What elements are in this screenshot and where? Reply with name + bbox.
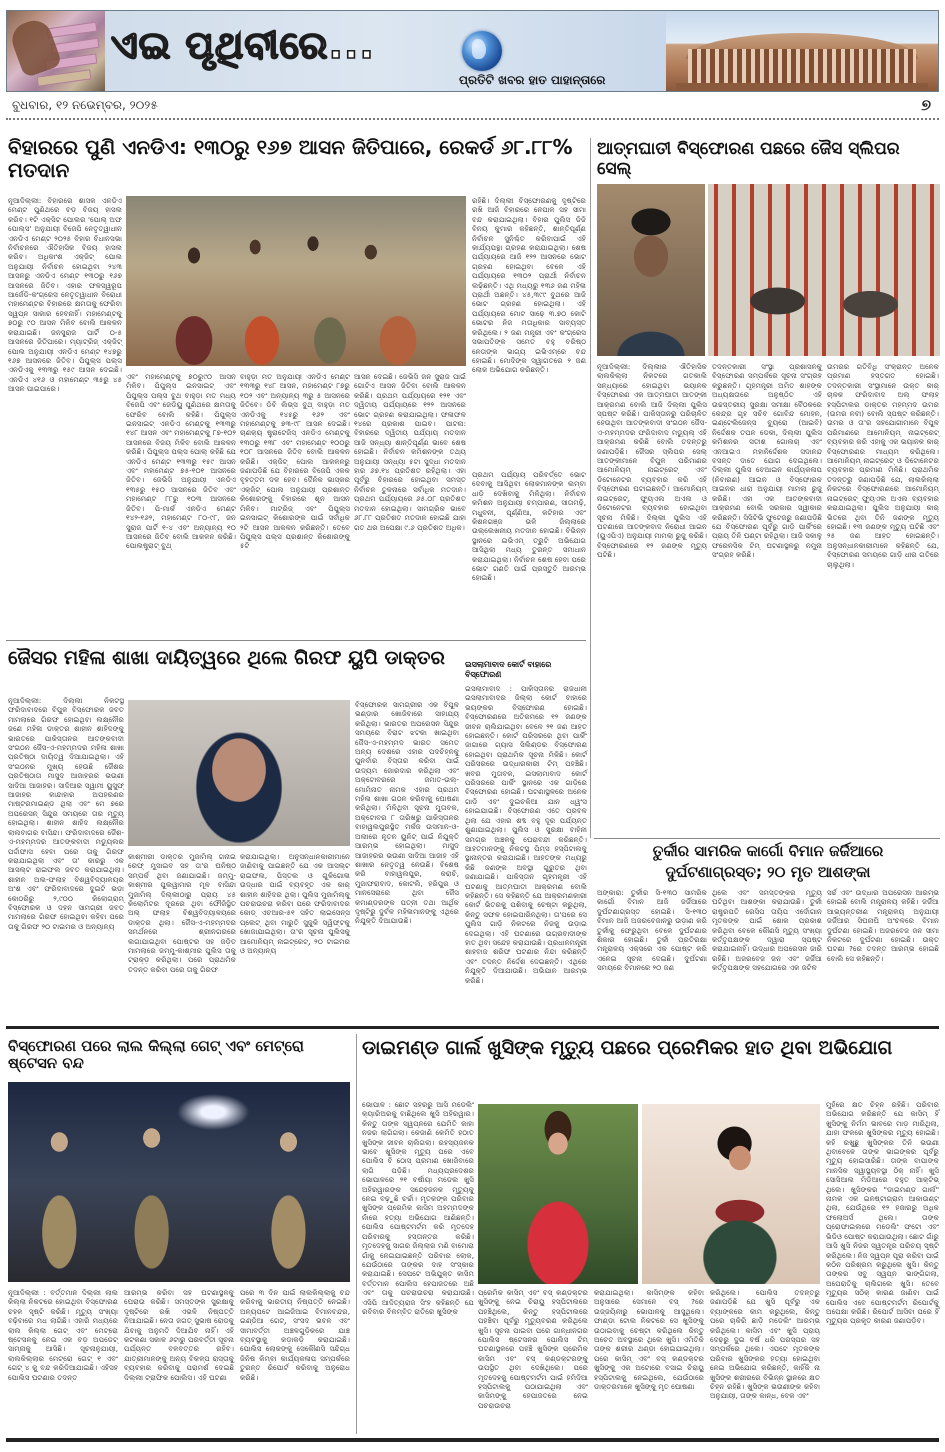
turkey-crash-column-3: ସର୍ଚ୍ଚ ଏବଂ ଉଦ୍ଧାର ଅପରେସନ ଆରମ୍ଭ ହୋଇଛି ବୋଲି ମନ୍ତ୍ରାଳୟ କହିଛି। ଜର୍ଜିଆ ଆଭ୍ୟନ୍ତରୀଣ ମନ୍ତ୍ରାଳୟ ଅନୁଯାୟୀ ଜର୍ଜିଆର ସିଘନାଘି ଅଂଚଳରେ ବିମାନ ଦୁର୍ଘଟଣା ହୋଇଛି। ଅଜରବେଜ ଜନ ସୀମା ନିକଟରେ ଦୁର୍ଘଟଣା ହୋଇଛି। ଉକ୍ତ ଘଟଣା ?ରେ ତଦନ୍ତ ଆରମ୍ଭ ହୋଇଛି ବୋଲି ସେ କହିଛନ୍ତି। bbox=[827, 888, 939, 963]
suicide-blast-headline: ଆତ୍ମଘାତୀ ବିସ୍ଫୋରଣ ପଛରେ ଜୈସ ସ୍ଲିପର ସେଲ୍ bbox=[597, 139, 900, 179]
turkey-crash-headline-line2: ଦୁର୍ଘଟଣାଗ୍ରସ୍ତ; ୨୦ ମୃତ ଆଶଙ୍କା bbox=[665, 863, 871, 881]
islamabad-headline: ଇସଲାମାବାଦ କୋର୍ଟ ବାହାରେ ବିସ୍ଫୋରଣ bbox=[465, 660, 552, 679]
diamond-girl-column-5: ମୁହଁରେ କ୍ଷତ ଚିହ୍ନ ରହିଛି। ପରିବାର ଅଭିଯୋଗ କରିଛନ୍ତି ଯେ କାସିମ୍ ହିଁ ଖୁସିଙ୍କୁ ନିର୍ମମ ଭାବରେ ମାଡ଼ ମାରିଥିଲା, ଯାହା ଫଳରେ ଖୁସିଙ୍କର ମୃତ୍ୟୁ ହୋଇଛି। କହି ରଖୁଛୁ ଖୁସିଙ୍କର ତିନି ଭଉଣୀ ଥିବାବେଳେ ତାଙ୍କ ଭାଇଙ୍କର ପୂର୍ବରୁ ମୃତ୍ୟୁ ହୋଇସାରିଛି। ତାଙ୍କ ବାପାଙ୍କ ମାନସିକ ସ୍ୱାସ୍ଥ୍ୟବସ୍ଥା ଠିକ୍ ନାହିଁ। ଖୁସି ସୋସିଆଲ ମିଡିଆରେ ବହୁତ ଆକ୍ଟିଭ୍ ଥିଲେ। ଖୁସିଙ୍କର "ଡାଇମଣ୍ଡ ଗାର୍ଲ" ନାମକ ଏକ ଇନଷ୍ଟାଗ୍ରାମ ଆକାଉଣ୍ଟ ଥିଲା, ଯେଉଁଥିରେ ୧୨ ହଜାରରୁ ଅଧିକ ଫଲୋଅର୍ସ ଥିଲେ। ତାଙ୍କ ପ୍ରୋଫାଇଲରେ ମଡେଲିଂ ଫଟୋ ଏବଂ ଭିଡିଓ ପୋଷ୍ଟ କରାଯାଉଥିଲା। ଛୋଟ ଗାଁରୁ ଆସି ଖୁସି ନିଜର ସ୍ୱତନ୍ତ୍ର ପରିଚୟ ସୃଷ୍ଟି କରିଥିଲେ। ନିଜ ସ୍ୱପ୍ନ ପୂରା କରିବା ପାଇଁ କଠିନ ପରିଶ୍ରମ କରୁଥିଲେ ଖୁସି। କିନ୍ତୁ ତାଙ୍କର ସବୁ ସ୍ୱପ୍ନ ଭାଙ୍ଗିଗଲା, ଅପେରାତିକୁ ଚାଲିଗଲେ ଖୁସି। ତେବେ ମୃତ୍ୟୁର ସଠିକ୍ କାରଣ ଜାଣିବା ପାଇଁ ପୋଲିସ ଏବେ ପୋଷ୍ଟମର୍ଟମ ରିପୋର୍ଟକୁ ଅପେକ୍ଷା କରିଛି। ରିପୋର୍ଟ ଆସିବା ପରେ ହିଁ ମୃତ୍ୟୁର ପ୍ରକୃତ କାରଣ ଜଣାପଡ଼ିବ। bbox=[826, 1100, 939, 1326]
turkey-crash-column-1: ଅଙ୍କାରା: ତୁର୍କୀର ସି-୧୩୦ ସାମରିକ କାର୍ଗୋ ବିମାନ ଆଜି ଜର୍ଜିଆରେ ଦୁର୍ଘଟଣାଗ୍ରସ୍ତ ହୋଇଛି। ସି-୧୩୦ ବିମାନ ଆଜି ଅଜରବେଜାନରୁ ଉଡ଼ାଣ କରି ତୁର୍କୀକୁ ଫେରୁଥିବା ବେଳେ ଦୁର୍ଘଟଣାର ଶିକାର ହୋଇଛି। ତୁର୍କୀ ପ୍ରତିରକ୍ଷା ମନ୍ତ୍ରାଳୟ ଏକ୍ସରେ ଏକ ପୋଷ୍ଟ କରି ଏନେଇ ସୂଚନା ଦେଇଛି। ଦୁର୍ଘଟଣା ସମୟରେ ବିମାନରେ ୨୦ ଜଣ bbox=[597, 888, 707, 973]
page-bottom-rule bbox=[6, 1438, 939, 1442]
voters-queue-photo bbox=[126, 196, 466, 366]
column-divider bbox=[590, 138, 591, 838]
islamabad-body: ଇସଲାମାବାଦ : ପାକିସ୍ତାନର ରାଜଧାନୀ ଇସଲାମାବାଦର ଜିଲ୍ଲା କୋର୍ଟ ବାହାରେ ଭୟଙ୍କର ବିସ୍ଫୋରଣ ହୋଇଛି। ବିସ୍ଫୋରଣରେ ଅତିକମରେ ୧୨ ଜଣଙ୍କ ଜୀବନ ଚାଲିଯାଇଥିବା ବେଳେ ୨୧ ଜଣ ଆହତ ହୋଇଛନ୍ତି। କୋର୍ଟ ପରିସରରେ ଥିବା ପାର୍କିଂ ଜାଗାରେ ଗ୍ୟାସ ସିଲିଣ୍ଡର ବିସ୍ଫୋରଣ ହୋଇଥିବା ପ୍ରାଥମିକ ସୂଚନା ମିଳିଛି। କୋର୍ଟ ପରିସରରେ ଉଦ୍ଧାରକାରୀ ଟିମ୍ ପହଞ୍ଚିଛି। ଖବର ମୁତାବକ, ଇସଲାମାବାଦ କୋର୍ଟ ପରିସରରେ ପାର୍କିଂ ସ୍ଥାନରେ ଏକ ଗାଡ଼ିରେ ବିସ୍ଫୋରଣ ହୋଇଛି। ଘଟଣାସ୍ଥଳରେ ଅନେକ ଗାଡ଼ି ଏବଂ ଦୁଇଚକିଆ ଯାନ ଧ୍ୱଂସ ହୋଇଯାଇଛି। ବିସ୍ଫୋରଣ ଏତେ ପ୍ରବଳ ଥିଲା ଯେ ଏହାର ଶବ୍ଦ ବହୁ ଦୂର ପର୍ଯ୍ୟନ୍ତ ଶୁଣାଯାଇଥିଲା। ପୁଲିସ ଓ ସୁରକ୍ଷା ବାହିନୀ ସମଗ୍ର ଅଞ୍ଚଳକୁ ଘେରାବନ୍ଦୀ କରିଛନ୍ତି। ଆହତମାନଙ୍କୁ ନିକଟସ୍ଥ ପିମ୍ସ ହସ୍ପିଟାଲକୁ ସ୍ଥାନାନ୍ତର କରାଯାଇଛି। ଆହତଙ୍କ ମଧ୍ୟରୁ କିଛି ଜଣଙ୍କ ଅବସ୍ଥା ଗୁରୁତର ଥିବା ଜଣାଯାଇଛି। ପାକିସ୍ତାନ ଗୃହମନ୍ତ୍ରୀ ଏହି ଘଟଣାକୁ ଆତ୍ମଘାତୀ ଆକ୍ରମଣ ବୋଲି କହିଛନ୍ତି। ସେ କହିଛନ୍ତି ଯେ ଆକ୍ରମଣକାରୀ କୋର୍ଟ ଭିତରକୁ ପଶିବାକୁ ଚେଷ୍ଟା କରୁଥିଲା, କିନ୍ତୁ ସଫଳ ହୋଇପାରିନଥିଲା। ତା'ପରେ ସେ ପୁଲିସ ଗାଡ଼ି ନିକଟରେ ନିଜକୁ ଉଡ଼ାଇ ଦେଇଥିଲା। ଏହି ଘଟଣାରେ ଉଗ୍ରବାଦୀଙ୍କ ହାତ ଥିବା ସନ୍ଦେହ କରାଯାଉଛି। ପ୍ରଧାନମନ୍ତ୍ରୀ ଶାହବାଜ ଶରିଫ ଘଟଣାର ନିନ୍ଦା କରିଛନ୍ତି ଏବଂ ତଦନ୍ତ ନିର୍ଦ୍ଦେଶ ଦେଇଛନ୍ତି। ଏଥିରେ ନିଯୁକ୍ତି ଦିଆଯାଉଛି। ଅଭିଯାନ ଆରମ୍ଭ କରିଛି। bbox=[465, 684, 587, 985]
bihar-column-1: ନୂଆଦିଲ୍ଲୀ: ବିହାରରେ ଶାସକ ଏନଡିଏ ମେଣ୍ଟ ପୁଣିଥରେ ବଡ଼ ବିଜୟ ହାସଲ କରିବ। ୧ଟି ଏକ୍ସିଟ ପୋଲର 'ପୋଲ୍ ଅଫ ପୋଲ୍ସ' ଅନୁଯାୟୀ ବିଜେପି ନେତୃତ୍ୱାଧୀନ ଏନଡିଏ ମେଣ୍ଟ ୨୦୨୫ ବିହାର ବିଧାନସଭା ନିର୍ବାଚନରେ ଐତିହାସିକ ବିଜୟ ହାସଲ କରିବ। ଅଧିକାଂଶ ଏକ୍ଜିଟ୍ ପୋଲ ଅନୁଯାୟୀ ନିର୍ବାଚନ ହୋଇଥିବା ୨୪୩ ଆସନରୁ ଏନଡିଏ ମେଣ୍ଟ ୧୩୦ରୁ ୧୬୭ ଆସନରେ ଜିତିବ। ଏହାର ଫଳସ୍ୱରୂପ ଆର୍ଜେଡି-କଂଗ୍ରେସ ନେତୃତ୍ୱାଧୀନ ବିରୋଧୀ ମହାମେଣ୍ଟର ବିହାରରେ କ୍ଷମତାକୁ ଫେରିବା ସ୍ୱପ୍ନ ସାକାର ହେବନାହିଁ। ମହାମେଣ୍ଟକୁ ୭୦ରୁ ୯୦ ଆସନ ମିଳିବ ବୋଲି ଆକଳନ କରାଯାଇଛି। ଜନସୁରାଜ ପାର୍ଟି ୦-୫ ଆସନରେ ଜିତିପାରେ। ମ୍ୟାଟ୍ରିଜ୍ ଏକ୍ଜିଟ୍ ପୋଲ ଅନୁଯାୟୀ ଏନଡିଏ ମେଣ୍ଟ ୧୪୭ରୁ ୧୬୭ ଆସନରେ ଜିତିବ। ପିପୁଲ୍ସ ପଲ୍ସ ଏନଡିଏକୁ ୧୩୩ରୁ ୧୫୯ ଆସନ ଦେଇଛି। ଏନଡିଏ ୪୧୬ ଓ ମହାମେଣ୍ଟ ୩୫ରୁ ୪୫ ଆସନ ପାଇପାରେ। bbox=[8, 196, 122, 394]
jaish-doctor-column-3: କାଶ୍ମୀରୀ ଡାକ୍ତର ମୁଜାମିଲ୍ ଗନାଇ ରେଫ୍ ମୁସାଇବ ସହ ତା'ର ଘନିଷ୍ଠ ସମ୍ପର୍କ ଥିବା ଜଣାଯାଇଛି। ଜମ୍ମୁ-କାଶ୍ମୀର ପୁଲୱାମାର ମୂଳ ବାସିନ୍ଦା ମୁଜାମିଲ୍ ଦିଲ୍ଲୀଠାରୁ ପ୍ରାୟ ୪୫ କିଲୋମିଟର ଦୂରରେ ଥିବା ଫୌଜିସ୍ଥିତ ଅଲ୍ ଫଲାହ ବିଶ୍ୱବିଦ୍ୟାଳୟରେ ଡାକ୍ତର ଥିଲା। ଜୈସ-ଏ-ମହମ୍ମଦର ସମର୍ଥନରେ ଶ୍ରୀନଗରରେ ଲଗାଯାଇଥିବା ପୋଷ୍ଟର ସହ ଜଡ଼ିତ ମାମଲାରେ ଜମ୍ମୁ-କାଶ୍ମୀର ପୁଲିସ ତାକୁ ଟ୍ରାକ୍ଡ଼ କରିଥିଲା। ପରେ ପ୍ରାଥମିକ ତଦନ୍ତ କରିବା ପରେ ତାକୁ ଗିରଫ bbox=[128, 852, 236, 974]
masthead-tagline: ପ୍ରତିଟି ଖବର ହାତ ପାହାନ୍ତାରେ bbox=[459, 73, 606, 87]
diamond-girl-column-3: କରାଯାଇଥିଲା। କାସିମ୍‌ଙ୍କ କହିବା ଅନୁସାରେ ସେମାନେ ବସ୍ ?ରେ ଉଜ୍ଜୟିନୀରୁ ଭୋପାଳକୁ ଆସୁଥିଲେ। ଫାଣ୍ଡା ଟୋଲ ନିକଟରେ ସେ ଖୁସିଙ୍କୁ ଉଠାଇବାକୁ ଚେଷ୍ଟା କରିଥିଲେ କିନ୍ତୁ ଅଚେତ ଅବସ୍ଥାରେ ଥିଲେ ଖୁସି। ଏମିତିକି ତାଙ୍କ ଶରୀର ଥଣ୍ଡା ହୋଇଯାଇଥିଲା। ପରେ କାସିମ୍ ଏବଂ ବସ୍ କଣ୍ଡକ୍ଟର ଖୁସିଙ୍କୁ ଏକ ଅଟୋରେ ବସାଇ ଚିରାୟୁ ହସ୍ପିଟାଲକୁ ନେଇଥିଲେ, ଯେଉଁଠାରେ ଡାକ୍ତରମାନେ ଖୁସିଙ୍କୁ ମୃତ ଘୋଷଣା bbox=[594, 1288, 704, 1392]
bihar-column-4: ଆସନ ଦେଇଛି। ଜେଭିସି ଜନ ସୁରାଜ ପାଇଁ ଗୋଟିଏ ଆସନ ଜିତିବା ବୋଲି ଆକଳନ କରିଛି। ପ୍ରଥମ ପର୍ଯ୍ୟାୟରେ ୧୨୧ ଏବଂ ଦ୍ୱିତୀୟ ପର୍ଯ୍ୟାୟରେ ୧୨୨ ଆସନରେ ଭୋଟ ଗ୍ରହଣ କରାଯାଇଥିଲା। ଫଳାଫଳ ୧୪ରେ ପ୍ରକାଶ ପାଇବ। ପାଟନା: ବିହାରରେ ଦ୍ୱିତୀୟ ପର୍ଯ୍ୟାୟ ମତଦାନ ଆଜି ସନ୍ଧ୍ୟା ଶାନ୍ତିପୂର୍ଣ୍ଣ ଭାବେ ଶେଷ ହୋଇଛି। ନିର୍ବାଚନ କମିଶନଙ୍କ ତଥ୍ୟ ଅନୁଯାୟୀ ସନ୍ଧ୍ୟା ୫ଟା ସୁଦ୍ଧା ମତଦାନ ହାର ୬୭.୧୪ ପ୍ରତିଶତ ରହିଥିଲା। ଏହା ପୂର୍ବରୁ ବିହାରରେ ହୋଇଥିବା ସମସ୍ତ ନିର୍ବାଚନ ତୁଳନାରେ ସର୍ବାଧିକ ମତଦାନ। ପ୍ରଥମ ପର୍ଯ୍ୟାୟରେ ୬୫.୦୮ ପ୍ରତିଶତ ମତଦାନ ହୋଇଥିଲା। ସାମଗ୍ରିକ ଭାବେ ୬୮.୮୮ ପ୍ରତିଶତ ମତଦାନ ହୋଇଛି ଯାହା ଗତ ଥର ଅପେକ୍ଷା ୯.୬ ପ୍ରତିଶତ ଅଧିକ। bbox=[354, 372, 466, 532]
jaish-doctor-column-1: ନୂଆଦିଲ୍ଲୀ: ଦିଲ୍ଲୀ ନିକଟସ୍ଥ ଫରିଦାବାଦରେ ବିପୁଳ ବିସ୍ଫୋରକ ଜବତ ମାମଲାରେ ଗିରଫ ହୋଇଥିବା ଲକ୍ଷ୍ନୌର ଜଣେ ମହିଳା ଡାକ୍ତର ଶାହୀନ ଶାହିଦଙ୍କୁ ଭାରତରେ ପାକିସ୍ତାନର ଆତଙ୍କବାଦୀ ସଂଗଠନ ଜୈସ-ଏ-ମହମ୍ମଦର ମହିଳା ଶାଖା ପ୍ରତିଷ୍ଠା ଦାୟିତ୍ୱ ଦିଆଯାଇଥିଲା। ଏହି ସଂଗଠନର ମୁଖ୍ୟ ହେଉଛି ଜୈଶର ପ୍ରତିଷ୍ଠାତା ମାସୁଦ ଆଜାହରର ଭଉଣୀ ସାଦିଆ ଆଜାହର। ସାଦିଆର ସ୍ୱାମୀ ୟୁସୁଫ୍ ଆଜାହର କାନ୍ଦାହାର ଅପହରଣର ମାଷ୍ଟରମାଇଣ୍ଡ ଥିଲା ଏବଂ ମେ ୭ରେ ଅପରେସନ୍ ସିନ୍ଦୁର ସମୟରେ ତାର ମୃତ୍ୟୁ ହୋଇଥିଲା। ଶାହୀନ ଶାହିଦ ଲକ୍ଷ୍ନୌର ଲାଲବାଗର ବାସିନ୍ଦା। ଫରିଦାବାଦରେ ଜୈଶ-ଏ-ମହମ୍ମଦର ଆତଙ୍କବାଦୀ ମଡ୍ୟୁଲର ପର୍ଦ୍ଦାଫାସ ହେବା ପରେ ତାକୁ ଗିରଫ କରାଯାଇଥିଲା ଏବଂ ତା' କାରରୁ ଏକ ଆସଲ୍ଟ ରାଇଫଲ ଜବତ କରାଯାଇଥିଲା। ଶାହୀନ ଅଲ-ଫଲାହ ବିଶ୍ୱବିଦ୍ୟାଳୟର ଅଂଶ ଏବଂ ଫରିଦାବାଦରେ ଦୁଇଟି ଭଡ଼ା କୋଠରିରୁ ୨,୯୦୦ କିଲୋଗ୍ରାମ୍ ବିସ୍ଫୋରକ ଓ ଦହନ ସାମଗ୍ରୀ ଜବତ ମାମଲାରେ ଗିରଫ ହୋଇଥିବା କହିବା ପରେ ତାକୁ ଗିରଫ ୨୦ ଟାଇମର ଓ ଅନ୍ୟାନ୍ୟ bbox=[8, 696, 124, 931]
woman-doctor-portrait-photo bbox=[128, 700, 350, 846]
section-divider bbox=[594, 838, 940, 839]
diamond-girl-column-2: ପ୍ରେମିକ କାସିମ୍ ଏବଂ ବସ୍ କଣ୍ଡକ୍ଟର ଖୁସିଙ୍କୁ ନେଇ ଚିରାୟୁ ହସ୍ପିଟାଲରେ ପହଞ୍ଚିଥିଲେ, କିନ୍ତୁ ହସ୍ପିଟାଲରେ ପହଞ୍ଚିବା ପୂର୍ବରୁ ମୃତ୍ୟୁବରଣ କରିଥିଲେ ଖୁସି। ସୂଚନା ପାଇବା ପରେ ଗାନ୍ଧୀନଗର ପୋଲିସ ଷ୍ଟେସନର ପୋଲିସ ଟିମ୍ ଘଟଣାସ୍ଥଳରେ ପହଞ୍ଚି ଖୁସିଙ୍କ ପ୍ରେମିକ କାସିମ ଏବଂ ବସ୍ କଣ୍ଡକ୍ଟରଙ୍କୁ ଉପସ୍ଥିତ ଥିବା ଦେଖିଥିଲେ। ପରେ ମୃତଦେହକୁ ପୋଷ୍ଟମର୍ଟମ ପାଇଁ ହମିଦିଆ ହସ୍ପିଟାଲକୁ ପଠାଯାଇଥିଲା ଏବଂ କାସିମଙ୍କୁ ହେପାଜତରେ ନେଇ ପଚରାଉଚରା bbox=[478, 1288, 588, 1410]
parliament-house-photo bbox=[666, 11, 938, 91]
burnt-cars-photo bbox=[708, 184, 940, 356]
jaish-doctor-headline: ଜୈସର ମହିଳା ଶାଖା ଦାୟିତ୍ୱରେ ଥିଲେ ଗିରଫ ୟୁପି ଡାକ୍ତର bbox=[8, 647, 445, 669]
red-fort-column-2: ଆରମ୍ଭ କରିବା ସହ ଘଟଣାସ୍ଥଳକୁ ଘେରାଉ କରିଛି। ସମସ୍ତଙ୍କ ସୁରକ୍ଷାକୁ ଦୃଷ୍ଟିରେ ରଖି ଏଭଳି ନିଷ୍ପତ୍ତି ନିଆଯାଇଛି। ନେତା ଜଗତ୍ ସୁଭାଷ ରୋଡକୁ ଯିବାକୁ ଅନୁମତି ଦିଆଯିବ ନାହିଁ। ଏହି କଟକଣା ସକାଳ ୬ଟାରୁ ପରବର୍ତ୍ତୀ ସୂଚନା ପର୍ଯ୍ୟନ୍ତ ବଳବତ୍ତର ରହିବ। ଯାତ୍ରୀମାନଙ୍କୁ ଅନ୍ୟ ବିକଳ୍ପ ରାସ୍ତାକୁ ବ୍ୟବହାର କରିବାକୁ ପରାମର୍ଶ ଦେଇଛି ଦିଲ୍ଲୀ ଟ୍ରାଫିକ ପୋଲିସ। ଏହି ଘଟଣା bbox=[124, 1288, 234, 1382]
turkey-crash-column-2: ଥିଲେ ଏବଂ ସମସ୍ତଙ୍କର ମୃତ୍ୟୁ ଘଟିଥିବା ଆଶଙ୍କା କରାଯାଉଛି। ତୁର୍କୀ ରାଷ୍ଟ୍ରପତି ରେସିପ ତାୟିପ ଏର୍ଦୋଗାନ ମୃତକଙ୍କ ପାଇଁ ଶୋକ ପ୍ରକାଶ କରିଥିବା ବେଳେ କୌଣସି ମୃତ୍ୟୁ ସଂଖ୍ୟା କର୍ତ୍ତୃପକ୍ଷଙ୍କ ଦ୍ୱାରା ସ୍ପଷ୍ଟ କରାଯାଇନାହିଁ। ଉଦ୍ଧାର ଅପରେସନ ଜାରି ରହିଛି। ଅଜରବେଜ ଜନ ଏବଂ ଜର୍ଜିଆ କର୍ତ୍ତୃପକ୍ଷଙ୍କ ସହଯୋଗରେ ଏକ ଜଟିଳ bbox=[712, 888, 822, 973]
model-bridal-outfit-photo bbox=[642, 1104, 820, 1284]
bihar-headline: ବିହାରରେ ପୁଣି ଏନଡିଏ: ୧୩୦ରୁ ୧୬୭ ଆସନ ଜିତିପାରେ, ରେକର୍ଡ ୬୮.୮୮% ମତଦାନ bbox=[8, 135, 573, 182]
suicide-blast-column-3: ଉମରର ଗତିବିଧି ସଂକ୍ରାନ୍ତ ଅନେକ ପ୍ରମାଣ ହସ୍ତଗତ ହୋଇଛି। ତଦନ୍ତକାରୀ ସଂସ୍ଥାମାନେ ଉକ୍ତ କାର୍ ଚାଳକ ଫରିଦାବାଦ ଅଲ୍ ଫଲାହ ହସ୍ପିଟାଲର ଡାକ୍ତର ମହମ୍ମଦ ଉମର (ଉମର ନବୀ) ବୋଲି ସ୍ପଷ୍ଟ କରିଛନ୍ତି। ଉମର ଓ ତା'ର ସହଯୋଗୀମାନେ ବିପୁଳ ପରିମାଣରେ ଆମୋନିୟମ୍ ନାଇଟ୍ରେଟ୍ ବ୍ୟବହାର କରି ଏହାକୁ ଏକ ଭୟାନକ କାର୍ ବିସ୍ଫୋରଣର ମାଧ୍ୟମ କରିଥିଲେ। ଆମୋନିୟମ୍ ନାଇଟ୍ରେଟ୍ ଓ ଡିଟୋନେଟର ବ୍ୟବହାର ପ୍ରମାଣ ମିଳିଛି। ପ୍ରାଥମିକ ତଦନ୍ତରୁ ଜଣାପଡ଼ିଛି ଯେ, ଲାଲକିଲ୍ଲା ନିକଟରେ ବିସ୍ଫୋରଣରେ ଆମୋନିୟମ୍ ନାଇଟ୍ରେଟ୍ ଫ୍ୟୁଏଲ ଅଏଲ ବ୍ୟବହାର କରାଯାଇଥିଲା। ପୁଲିସ ଅନୁଯାୟୀ କାର୍ ଭିତରେ ଥିବା ତିନି ଜଣଙ୍କ ମୃତ୍ୟୁ ହୋଇଛି। ୧୩ ଜଣଙ୍କ ମୃତ୍ୟୁ ଘଟିଛି ଏବଂ ୨୫ ଜଣ ଆହତ ହୋଇଛନ୍ତି। ଅନୁସନ୍ଧାନକାରୀମାନେ କହିଛନ୍ତି ଯେ, ବିସ୍ଫୋରଣ ସମୟରେ ଗାଡ଼ି ଧୀର ଗତିରେ ଚାଲୁଥିଲା। bbox=[827, 362, 939, 569]
jaish-doctor-column-2: ବିସ୍ଫୋରକ ସାମଗ୍ରୀର ଏକ ବିପୁଳ ଭଣ୍ଡାର ଖୋଜିବାରେ ସାହାଯ୍ୟ କରିଥିଲା। ଭାରତର ଅପରେସନ ସିନ୍ଦୁର ସମୟରେ ବିରାଟ ଝଟକା ଖାଇଥିବା ଜୈସ-ଏ-ମହମ୍ମଦ ଭାରତ ସମେତ ଅନ୍ୟ ଦେଶରେ ଏହାର ପଦଚିହ୍ନକୁ ପୁନର୍ବାର ବିସ୍ତାର କରିବା ପାଇଁ ଉଦ୍ୟମ ଜୋରଦାର କରିଥିଲା ଏବଂ ଅକ୍ଟୋବରରେ ଜମାତ-ଉଲ୍-ମୋମିନାତ ନାମକ ଏହାର ପ୍ରଥମ ମହିଳା ଶାଖା ଗଠନ କରିବାକୁ ଘୋଷଣା କରିଥିଲା। ମିଳିଥିବା ସୂଚନା ମୁତାବକ, ଅକ୍ଟୋବର ୮ ତାରିଖରୁ ପାକିସ୍ତାନର ବାହାୱଲପୁରସ୍ଥିତ ମର୍କଜ ଉସମାନ-ଓ-ଅଲୀରେ ନୂତନ ୟୁନିଟ୍ ପାଇଁ ନିଯୁକ୍ତି ଆରମ୍ଭ ହୋଇଥିଲା। ମାସୁଦ ଆଜାହରର ଭଉଣୀ ସାଦିଆ ଆଜାହ ଏହି ଶାଖାର ନେତୃତ୍ୱ ନେଉଛି। ବିଶେଷ କରି ବାହାୱଲପୁର, କରାଚି, ମୁଜାଫରାବାଦ, କୋଟଲି, ହରିପୁର ଓ ମାନସେରାରେ ଥିବା ଜୈସ କମାଣ୍ଡରଙ୍କ ପତ୍ନୀ ତଥା ଆର୍ଥିକ ଦୃଷ୍ଟିରୁ ଦୁର୍ବଳ ମହିଳାମାନଙ୍କୁ ଏଥିରେ ନିଯୁକ୍ତି ଦିଆଯାଉଛି। bbox=[355, 700, 459, 926]
masthead-title: ଏଇ ପୃଥିବୀରେ... bbox=[111, 23, 375, 67]
turkey-crash-headline-line1: ତୁର୍କୀର ସାମରିକ କାର୍ଗୋ ବିମାନ ଜର୍ଜିଆରେ bbox=[652, 842, 884, 860]
bihar-column-3: ବାହୁଡ଼ା ମତ ଅନୁଯାୟୀ ଏନଡିଏ ମେଣ୍ଟ ୧୩୩ରୁ ୧୪୮ ଆସନ, ମହାମେଣ୍ଟ ୮୭ରୁ ୧୦୨ ଏବଂ ଅନ୍ୟାନ୍ୟ ୩ରୁ ୫ ଆସନରେ ଜିତିବେ। ଡିବି ଲିଭ୍ସ ବୁଥ୍ ବାହୁଡ଼ା ମତ ଏନଡିଏକୁ ୧୪୫ରୁ ୧୬୨ ଏବଂ ମହାମେଣ୍ଟକୁ ୭୩-୯୮ ଆସନ ଦେଇଛି। ଚାଣକ୍ୟ ଷ୍ଟ୍ରାଟେଜିସ୍ ଏନଡିଏ ମେଣ୍ଟକୁ ୧୩୦ରୁ ୧୩୮ ଏବଂ ମହାମେଣ୍ଟ ୧୦୦ରୁ ୧୦୮ ଆସନରେ ଜିତିବ ବୋଲି ଆକଳନ କରିଛି। ଏକ୍ଜିଟ୍ ପୋଲ ଆକଳନରୁ ଜଣାପଡ଼ିଛି ଯେ ବିହାରରେ ବିଜେପି ଏକକ ବୃହତ୍ତମ ଦଳ ହେବ। ଦୈନିକ ଭାସ୍କର ଏକ୍ଜିଟ୍ ପୋଲ ଅନୁଯାୟୀ ପ୍ରଶାନ୍ତ କିଶୋରଙ୍କୁ ବିହାରରେ ଶୂନ ଆସନ ମିଳିବ। ମାଟ୍ରିଜ୍ ଏବଂ ପିପୁଲ୍ସ ଇନସାଇଟ୍ କିଶୋରଙ୍କ ପାଇଁ ସର୍ବାଧିକ ୨ଟି ଆସନ ଆକଳନ କରିଛନ୍ତି। ତେବେ ପିପୁଲ୍ସ ପଲ୍ସ ପ୍ରଶାନ୍ତ କିଶୋରଙ୍କୁ ୫ଟି bbox=[240, 372, 350, 551]
page-number: ୭ bbox=[921, 95, 931, 114]
suicide-blast-column-2: ତଦନ୍ତକାରୀ ସଂସ୍ଥା ପ୍ରଶାସନକୁ ବିସ୍ଫୋରଣ ସମ୍ପର୍କରେ ସୂଚନା ସଂଗ୍ରହ କରୁଛନ୍ତି। ଗୃହମନ୍ତ୍ରୀ ଅମିତ ଶାହଙ୍କ ଅଧ୍ୟକ୍ଷତାରେ ଅନୁଷ୍ଠିତ ଏହି ଉଚ୍ଚସ୍ତରୀୟ ସୁରକ୍ଷା ସମୀକ୍ଷା ବୈଠକରେ କେନ୍ଦ୍ର ଗୃହ ସଚିବ ଗୋବିନ୍ଦ ମୋହନ, ଇଣ୍ଟେଲିଜେନ୍ସ ବ୍ୟୁରୋ (ଆଇବି) ନିର୍ଦ୍ଦେଶକ ତପନ ଡେକା, ଦିଲ୍ଲୀ ପୁଲିସ କମିଶନର ସତୀଶ ଗୋଲଚା ଏବଂ ଏନଆଇଏ ମହାନିର୍ଦ୍ଦେଶକ ସଦାନନ୍ଦ ବସନ୍ତ ଦାତେ ଯୋଗ ଦେଇଥିଲେ। ଦିଲ୍ଲୀ ପୁଲିସ ବେଆଇନ କାର୍ଯ୍ୟକଳାପ (ନିବାରଣ) ଆଇନ ଓ ବିସ୍ଫୋରକ ଆଇନର ଧାରା ଅନୁଯାୟୀ ମାମଲା ରୁଜୁ କରିଛି। ଏହା ଏକ ଆତଙ୍କବାଦୀ ଆକ୍ରମଣ ବୋଲି ସରକାର ସ୍ୱୀକାର କରିଛନ୍ତି। ସିସିଟିଭି ଫୁଟେଜରୁ ଜଣାପଡ଼ିଛି ଯେ ବିସ୍ଫୋରଣ ପୂର୍ବରୁ ଗାଡ଼ି ପାର୍କିଂରେ ପ୍ରାୟ ତିନି ଘଣ୍ଟା ରହିଥିଲା। ଆଜି ସକାଳୁ ଫରେନସିକ ଟିମ୍ ଘଟଣାସ୍ଥଳରୁ ନମୁନା ସଂଗ୍ରହ କରିଛି। bbox=[712, 362, 822, 560]
suicide-blast-column-1: ନୂଆଦିଲ୍ଲୀ: ଦିଲ୍ଲୀର ଐତିହାସିକ ଲାଲକିଲ୍ଲା ନିକଟରେ ଗତକାଲି ସନ୍ଧ୍ୟାରେ ହୋଇଥିବା ଭୟାନକ ବିସ୍ଫୋରଣ ଏକ ଆତ୍ମଘାତୀ ଆତଙ୍କୀ ଆକ୍ରମଣ ବୋଲି ଆଜି ଦିଲ୍ଲୀ ପୁଲିସ ସ୍ପଷ୍ଟ କରିଛି। ପାକିସ୍ତାନରୁ ପରିଚାଳିତ ହେଉଥିବା ଆତଙ୍କବାଦୀ ସଂଗଠନ ଜୈସ-ଏ-ମହମ୍ମଦର ଫରିଦାବାଦ ମଡ୍ୟୁଲ୍ ଏହି ଆକ୍ରମଣ କରିଛି ବୋଲି ତଦନ୍ତରୁ ଜଣାପଡ଼ିଛି। ଜୈସର ସ୍ଲିପର ସେଲ୍ ଆତଙ୍କୀମାନେ ବିପୁଳ ପରିମାଣର ଆମୋନିୟମ୍ ନାଇଟ୍ରେଟ୍ ଏବଂ ଡିଟୋନେଟର ବ୍ୟବହାର କରି ଏହି ବିସ୍ଫୋରଣ ଘଟାଇଛନ୍ତି। ଆମୋନିୟମ୍ ନାଇଟ୍ରେଟ୍, ଫ୍ୟୁଏଲ ଅଏଲ ଓ ଡିଟୋନେଟର ବ୍ୟବହାର ହୋଇଥିବା ସୂଚନା ମିଳିଛି। ଦିଲ୍ଲୀ ପୁଲିସ ଏହି ଘଟଣାରେ ଆତଙ୍କବାଦ ନିରୋଧୀ ଆଇନ (ୟୁଏପିଏ) ଅନୁଯାୟୀ ମାମଲା ରୁଜୁ କରିଛି। ବିସ୍ଫୋରଣରେ ୧୨ ଜଣଙ୍କ ମୃତ୍ୟୁ ଘଟିଛି। bbox=[597, 362, 707, 560]
masthead-banner bbox=[6, 10, 939, 92]
diamond-girl-column-1: ଭୋପାଳ : ଛୋଟ ସହରରୁ ଆସି ମଡେଲିଂ କ୍ୟାରିଅରକୁ ବାଛିଥିଲେ ଖୁସି ଅହିରୱାର। କିନ୍ତୁ ତାଙ୍କ ସ୍ୱପ୍ନରେ ଯେମିତି କାହା ନଜର ଲାଗିଗଲା। କେଜାଣି କେମିତି ହଠାତ ଖୁସିଙ୍କ ଜୀବନ ଚାଲିଗଲା। ରହସ୍ୟଜନକ ଭାବେ ଖୁସିଙ୍କ ମୃତ୍ୟୁ ପରେ ଏବେ ପୋଲିସ ବି ଠୋସ୍ ପ୍ରମାଣ ଖୋଜିବାରେ ଲାଗି ପଡ଼ିଛି। ମଧ୍ୟପ୍ରଦେଶର ଭୋପାଳରେ ୨୧ ବର୍ଷୀୟା ମଡେଲ ଖୁସି ଅହିରୱାରଙ୍କ ସନ୍ଦେହଜନକ ମୃତ୍ୟୁକୁ ନେଇ ବଢ଼ୁଛି ଚର୍ଚ୍ଚା। ମୃତକଙ୍କ ପରିବାର ଖୁସିଙ୍କ ପ୍ରେମିକ କାସିମ ଅହମ୍ମଦଙ୍କ ନାଁରେ ହତ୍ୟା ଅଭିଯୋଗ ଆଣିଛନ୍ତି। ପୋଲିସ ପୋଷ୍ଟମର୍ଟମ କରି ମୃତଦେହ ପରିବାରକୁ ହସ୍ତାନ୍ତର କରିଛି। ମୃତଦେହକୁ ସାଗର ଜିଲ୍ଲାର ମଣି ବାମୋରା ଗାଁକୁ ନେଇଯାଇଛନ୍ତି ପରିବାର ଲୋକ, ଯେଉଁଠାରେ ତାଙ୍କର ଦାହ ସଂସ୍କାର କରାଯାଇଛି। ସେପଟେ ଅଭିଯୁକ୍ତ କାସିମ ବର୍ତ୍ତମାନ ପୋଲିସ ହେପାଜତରେ ଅଛି ଏବଂ ତାକୁ ପଚରାଉଚରା କରାଯାଉଛି। ଏସିପି ଆଦିତ୍ୟରାଜ ସିଂହ କହିଛନ୍ତି ଯେ ରବିବାର ବିଳମ୍ବିତ ରାତିରେ ଖୁସିଙ୍କ bbox=[362, 1100, 474, 1316]
red-fort-column-1: ନୂଆଦିଲ୍ଲୀ : ବର୍ତ୍ତମାନ ଦିଲ୍ଲୀ ଲାଲ କିଲ୍ଲା ନିକଟରେ ହୋଇଥିବା ବିସ୍ଫୋରଣ ଚହଳ ସୃଷ୍ଟି କରିଛି। ମୃତ୍ୟୁ ସଂଖ୍ୟା ବଢ଼ିବାରେ ମଧ ଲାଗିଛି। ଏହାରି ମଧ୍ୟରେ ଲାଲ କିଲ୍ଲା ଗେଟ୍ ଏବଂ ମେଟ୍ରୋ ଷ୍ଟେସନକୁ ନେଇ ଏକ ବଡ଼ ଅପଡେଟ୍ ସାମ୍ନାକୁ ଆସିଛି। ସୂଚନାନୁଯାୟୀ, ଲାଲକିଲ୍ଲାର ମେଟ୍ରୋ ଗେଟ୍ ୧ ଏବଂ ଗେଟ୍ ୪ କୁ ବନ୍ଦ କରିଦିଆଯାଇଛି। ଏହିସହ ପୋଲିସ ଘଟଣାର ତଦନ୍ତ bbox=[8, 1288, 118, 1382]
section-divider bbox=[6, 1026, 939, 1029]
currency-notes-photo bbox=[7, 11, 105, 91]
column-divider bbox=[356, 1034, 357, 1434]
diamond-girl-headline: ଡାଇମଣ୍ଡ ଗାର୍ଲ ଖୁସିଙ୍କ ମୃତ୍ୟୁ ପଛରେ ପ୍ରେମିକର ହାତ ଥିବା ଅଭିଯୋଗ bbox=[362, 1037, 893, 1059]
suspect-portrait-photo bbox=[597, 184, 705, 356]
globe-icon bbox=[462, 31, 502, 71]
header-divider bbox=[6, 118, 939, 120]
bihar-column-2: ଏବଂ ମହାମେଣ୍ଟକୁ ୭୦ରୁ୯୦ ଆସନ ମିଳିବ। ପିପୁଲ୍ସ ଇନସାଇଟ୍ ଏବଂ ପିପୁଲ୍ସ ପଲ୍ସ ବୁଥ ବାହୁଡ଼ା ମତ ମଧ୍ୟ ବିଜେପି ଏବଂ ଜେଡିୟୁ ପୁଣିଥରେ କ୍ଷମତାକୁ ଫେରିବ ବୋଲି କହିଛି। ପିପୁଲ୍ସ ଇନସାଇଟ୍ ଏନଡିଏ ମେଣ୍ଟକୁ ୧୩୩ରୁ ୧୪୮ ଆସନ ଏବଂ ମହାମେଣ୍ଟକୁ ୮୭-୧୦୨ ଆସନରେ ବିଜୟ ମିଳିବ ବୋଲି ଆକଳନ କରିଛି। ପିପୁଲ୍ସ ପଲ୍ସ ପୋଲ୍ କହିଛି ଯେ ଏନଡିଏ ମେଣ୍ଟ ୧୩୩ରୁ ୧୫୯ ଆସନ ଏବଂ ମହାମେଣ୍ଟ ୭୫-୧୦୧ ଆସନରେ ଜିତିବ। ଜେଭିସି ଅନୁଯାୟୀ ଏନଡିଏ ୧୩୫ରୁ ୧୫୦ ଆସନରେ ଜିତିବ ଏବଂ ମହାମେଣ୍ଟ ୮୮ରୁ ୧୦୩ ଆସନରେ ଜିତିବ। ପି-ମାର୍କ ଏନଡିଏ ମେଣ୍ଟ ୧୪୨-୧୬୨, ମହାମେଣ୍ଟ ୮୦-୯୮, ଜନ ସୁରାଜ ପାର୍ଟି ୧-୪ ଏବଂ ଅନ୍ୟାନ୍ୟ ୧୦ ଆସନରେ ଜିତିବ ବୋଲି ଆକଳନ କରିଛି। ପୋଲଷ୍ଟ୍ରାଟ୍ ବୁଥ୍ bbox=[126, 372, 236, 551]
red-fort-column-3: ପରେ ୩ ଦିନ ପାଇଁ ଲାଲକିଲ୍ଲାକୁ ବନ୍ଦ କରିବାକୁ ଭାରତୀୟ ନିଷ୍ପତ୍ତି ନେଇଛି। ଅନ୍ୟପଟେ ଆଇଜିଆଇ ବିମାନବନ୍ଦର, ଇଣ୍ଡିଆ ଗେଟ୍, ସଂସଦ ଭବନ ଏବଂ ସୀମାବର୍ତ୍ତୀ ଅଞ୍ଚଳଗୁଡ଼ିକରେ ଯାଞ୍ଚ ବ୍ୟବସ୍ଥାକୁ କଡ଼ାକଡ଼ି କରାଯାଇଛି। ପୋଲିସ ଲୋକଙ୍କୁ ସେକୌଣସି ସନ୍ଦିଗ୍ଧ ଜିନିଷ କିମ୍ବା କାର୍ଯ୍ୟକଳାପ ସମ୍ପର୍କରେ ତୁରନ୍ତ ରିପୋର୍ଟ କରିବାକୁ ଅନୁରୋଧ କରିଛି। bbox=[240, 1288, 350, 1382]
jaish-doctor-column-4: କରାଯାଇଥିଲା। ଅନୁସନ୍ଧାନକାରୀମାନେ ଜାଣିବାକୁ ପାଇଛନ୍ତି ଯେ ଏକ ଆସଲ୍ଟ ରାଇଫଲ, ପିସ୍ତଲ ଓ ଗୁଳିଗୋଳା ଉଦ୍ଧାର ପାଇଁ ବ୍ୟବହୃତ ଏକ କାର୍ ଶାହୀନ ଶାହିଦର ଥିଲା। ପୁଲିସ ମୁଜାମିଲ୍‌କୁ ପଚରାଉଚରା କରିବା ପରେ ଫରିଦାବାଦର କୋଡ୍ ଏଚଆର-୫୧ ସହିତ ଲାଇସେନ୍ସ ପ୍ଲେଟ୍ ଥିବା ମାରୁତି ସୁଜୁକି ସ୍ୱିଫ୍ଟକୁ ଖୋଜାଯାଇଥିଲା। ତା'ର ସୂଚନା ପୁଲିସକୁ ଆମୋନିୟମ୍ ନାଇଟ୍ରେଟ୍, ୨୦ ଟାଇମର ଓ ଅନ୍ୟାନ୍ୟ bbox=[240, 852, 350, 956]
red-fort-headline: ବିସ୍ଫୋରଣ ପରେ ଲାଲ କିଲ୍ଲା ଗେଟ୍ ଏବଂ ମେଟ୍ରୋ ଷ୍ଟେସନ ବନ୍ଦ bbox=[8, 1037, 304, 1073]
issue-date: ବୁଧବାର, ୧୨ ନଭେମ୍ବର, ୨୦୨୫ bbox=[12, 98, 158, 112]
bihar-column-6: ପ୍ରଥମ ପର୍ଯ୍ୟାୟ ପରିବର୍ତ୍ତେ ଭୋଟ ଦେବାକୁ ଆସିଥିବା ଲୋକମାନଙ୍କ ଲମ୍ବା ଧାଡ଼ି ଦେଖିବାକୁ ମିଳିଥିଲା। ନିର୍ବାଚନ କମିଶନ ଅନୁଯାୟୀ ଚମ୍ପାରଣ, ସୀତାମଢ଼ି, ମଧୁବନୀ, ପୂର୍ଣ୍ଣିଆ, କଟିହାର ଏବଂ କିଶନଗଞ୍ଜ ଭଳି ଜିଲ୍ଲାରେ ଉଲ୍ଲେଖନୀୟ ମତଦାନ ହୋଇଛି। ବିଭିନ୍ନ ସ୍ଥାନରେ ଇଭିଏମ୍ ତ୍ରୁଟି ଅଭିଯୋଗ ଆସିଥିଲା ମଧ୍ୟ ତୁରନ୍ତ ସମାଧାନ କରାଯାଇଥିଲା। ନିର୍ବାଚନ ଶେଷ ହେବା ପରେ ଭୋଟ ଗଣତି ପାଇଁ ପ୍ରସ୍ତୁତି ଆରମ୍ଭ ହୋଇଛି। bbox=[472, 470, 586, 583]
diamond-girl-column-4: କରିଥିଲେ। ପୋଲିସ ତଦନ୍ତରୁ ଜଣାପଡ଼ିଛି ଯେ ଖୁସି ପୂର୍ବରୁ ଏକ ବ୍ୟାଙ୍କରେ କାମ କରୁଥିଲେ, କିନ୍ତୁ ପରେ ଚାକିରି ଛାଡ଼ି ମଡେଲିଂ ଆରମ୍ଭ କରିଥିଲେ। କାସିମ ଏବଂ ଖୁସି ପ୍ରାୟ ଦେଢ଼ରୁ ଦୁଇ ବର୍ଷ ଧରି ପରସ୍ପର ସହ ସମ୍ପର୍କରେ ଥିଲେ। ଏପଟେ ମୃତକଙ୍କ ପରିବାର ଖୁସିଙ୍କର ହତ୍ୟା ହୋଇଥିବା ନେଇ ଅଭିଯୋଗ କରିଛନ୍ତି, କାହିଁକି ନା ଖୁସିଙ୍କ ଶରୀରରେ ବିଭିନ୍ନ ସ୍ଥାନରେ କ୍ଷତ ଚିହ୍ନ ରହିଛି। ଖୁସିଙ୍କ ଭଉଣୀଙ୍କ କହିବା ଅନୁଯାୟୀ, ତାଙ୍କ କାନ୍ଧ, ବେକ ଏବଂ bbox=[710, 1288, 820, 1401]
section-divider bbox=[6, 640, 586, 641]
model-red-dress-photo bbox=[478, 1104, 638, 1284]
bihar-column-5: ରହିଛି। ଦିଲ୍ଲୀ ବିସ୍ଫୋରଣକୁ ଦୃଷ୍ଟିରେ ରଖି ଆଜି ବିହାରରେ ନେପାଳ ସହ ସୀମା ବନ୍ଦ କରାଯାଇଥିଲା। ବିହାର ପୁଲିସ ଡିଜି ବିନୟ କୁମାର କହିଛନ୍ତି, ଶାନ୍ତିପୂର୍ଣ୍ଣ ନିର୍ବାଚନ ସୁନିଶ୍ଚିତ କରିବାପାଇଁ ଏହି କାର୍ଯ୍ୟପନ୍ଥା ଗ୍ରହଣ କରାଯାଇଥିଲା। ଶେଷ ପର୍ଯ୍ୟାୟରେ ଆଜି ୧୨୨ ଆସନରେ ଭୋଟ ଗ୍ରହଣ ହୋଇଥିବା ବେଳେ ଏହି ପର୍ଯ୍ୟାୟରେ ୧୩୦୨ ପ୍ରାର୍ଥୀ ନିର୍ବାଚନ ଲଢ଼ିଛନ୍ତି। ଏଥି ମଧ୍ୟରୁ ୧୩୬ ଜଣ ମହିଳା ପ୍ରାର୍ଥୀ ଅଛନ୍ତି। ୪୫,୩୯୯ ବୁଥରେ ଆଜି ଭୋଟ ଗ୍ରହଣ ହୋଇଥିଲା। ଏହି ପର୍ଯ୍ୟାୟରେ ମୋଟ ସାଢ଼େ ୩.୭୦ କୋଟି ଭୋଟର ନିଜ ମତାଧିକାର ସାବ୍ୟସ୍ତ କରିଥିଲେ। ୨ ଜଣ ମନ୍ତ୍ରୀ ଏବଂ କଂଗ୍ରେସ ସଭାପତିଙ୍କ ସମେତ ବହୁ ବରିଷ୍ଠ ନେତାଙ୍କ ଭାଗ୍ୟ ଇଭିଏମ୍‌ରେ ବନ୍ଦ ହୋଇଛି। ମୋଦିଙ୍କ ସ୍ୱାଗତରେ ୨ ଜଣ ଲୋକ ଅଭିଯୋଗ କରିଛନ୍ତି। bbox=[472, 196, 586, 375]
police-at-night-photo bbox=[8, 1082, 350, 1282]
